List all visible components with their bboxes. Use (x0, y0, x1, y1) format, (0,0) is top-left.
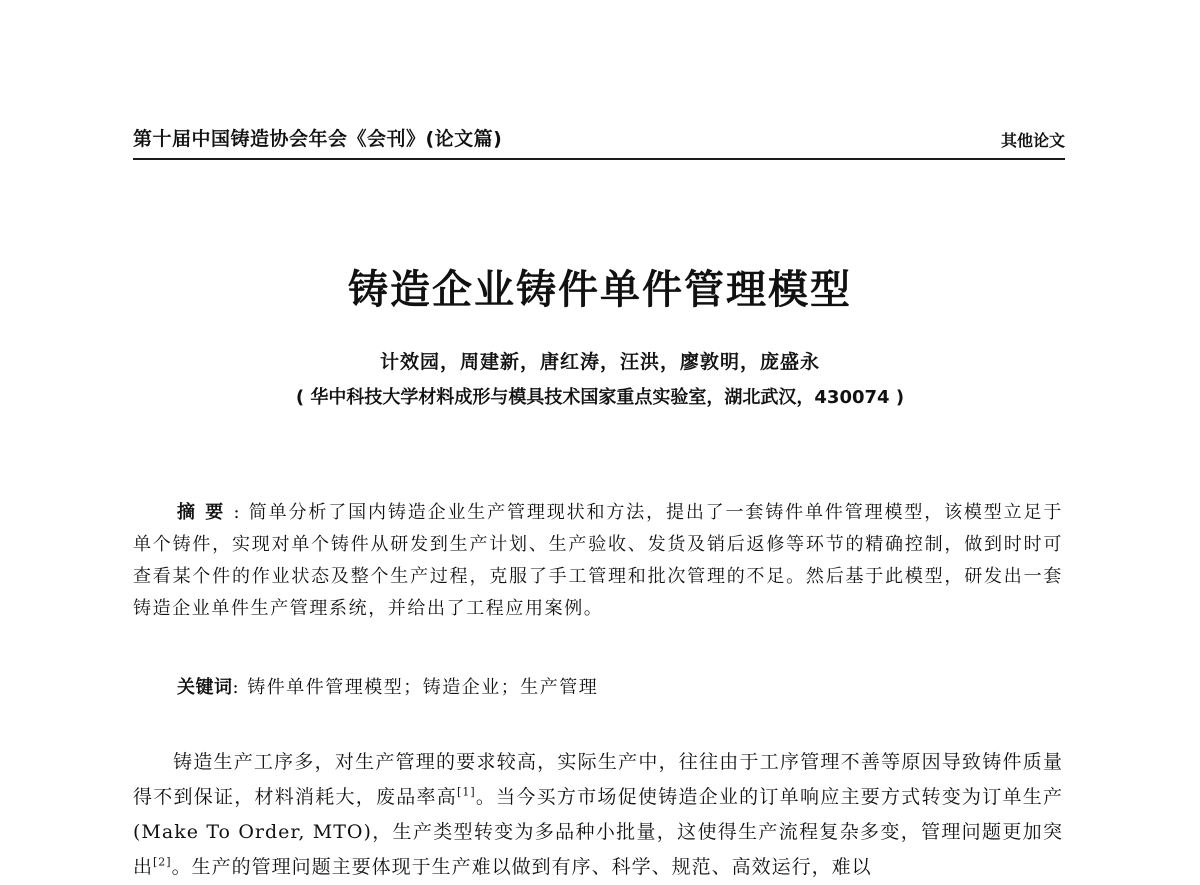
keywords-label: 关键词 (177, 677, 233, 698)
paper-title: 铸造企业铸件单件管理模型 (348, 267, 852, 313)
citation-ref-2: [2] (153, 855, 172, 869)
body-text-part3: 。生产的管理问题主要体现于生产难以做到有序、科学、规范、高效运行，难以 (171, 856, 872, 878)
affiliation: ( 华中科技大学材料成形与模具技术国家重点实验室，湖北武汉，430074 ) (295, 387, 905, 408)
abstract-separator: : (233, 502, 249, 523)
keywords-text: 铸件单件管理模型；铸造企业；生产管理 (247, 677, 599, 698)
journal-title: 第十届中国铸造协会年会《会刊》(论文篇) (133, 128, 503, 150)
body-text-part2: 。当今买方市场促使铸造企业的订单响应主要方式转变为订单生产 (Make To Order, MTO)，生产类型转变为多品种小批量，这使得生产流程复杂多变，管理问题更加突出 (133, 786, 1063, 878)
keywords (177, 673, 598, 699)
abstract (133, 497, 1063, 625)
body-paragraph (133, 745, 1063, 885)
keywords-separator: : (232, 677, 248, 698)
running-header (133, 120, 1065, 160)
citation-ref-1: [1] (457, 785, 476, 799)
section-label: 其他论文 (1000, 131, 1065, 150)
abstract-text: 简单分析了国内铸造企业生产管理现状和方法，提出了一套铸件单件管理模型，该模型立足于单个铸件，实现对单个铸件从研发到生产计划、生产验收、发货及销后返修等环节的精确控制，做到时时可查看某个件的作业状态及整个生产过程，克服了手工管理和批次管理的不足。然后基于此模型，研发出一套铸造企业单件生产管理系统，并给出了工程应用案例。 (133, 502, 1063, 619)
body-text-part1: 铸造生产工序多，对生产管理的要求较高，实际生产中，往往由于工序管理不善等原因导致铸件质量得不到保证，材料消耗大，废品率高 (133, 751, 1063, 808)
author-list: 计效园，周建新，唐红涛，汪洪，廖敦明，庞盛永 (379, 351, 820, 373)
abstract-label: 摘要 (177, 502, 234, 523)
